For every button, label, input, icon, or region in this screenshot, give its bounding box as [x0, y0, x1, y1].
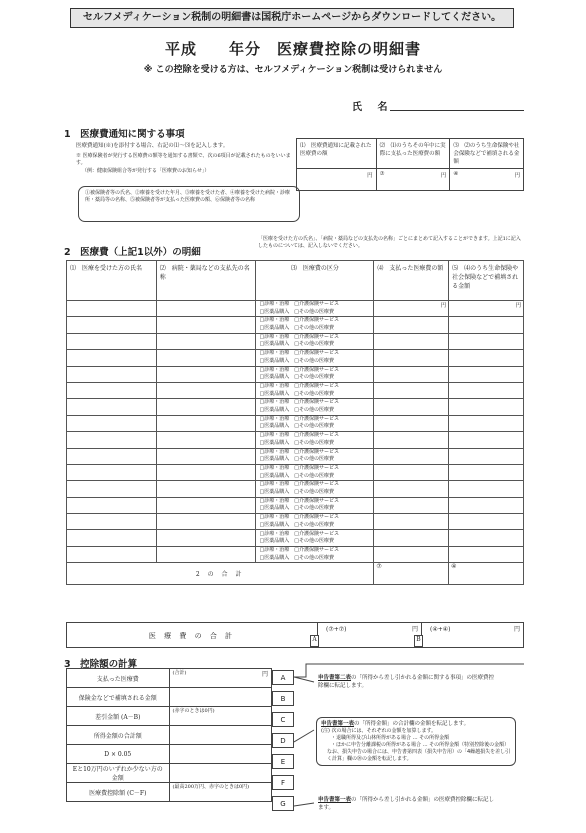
amount-paid-cell[interactable]	[374, 497, 449, 513]
category-cell	[256, 399, 374, 415]
category-checkbox-care[interactable]: □介護保険サービス	[294, 497, 339, 504]
category-checkbox-care[interactable]: □介護保険サービス	[294, 432, 339, 439]
medical-expense-table	[66, 260, 524, 585]
category-checkbox-other[interactable]: □その他の医療費	[294, 341, 334, 348]
category-checkbox-other[interactable]: □その他の医療費	[294, 554, 334, 561]
category-cell	[256, 497, 374, 513]
category-checkbox-treatment[interactable]: □診療・治療	[259, 399, 290, 406]
notice-col3-mark: ④	[453, 171, 459, 177]
calc-letter-box: D	[272, 733, 294, 748]
category-checkbox-medicine[interactable]: □医薬品購入	[259, 439, 290, 446]
note-d-caveat: (注) 次の場合には、それぞれの金額を加算します。	[321, 728, 437, 734]
calc-value[interactable]	[169, 688, 272, 707]
category-checkbox-treatment[interactable]: □診療・治療	[259, 432, 290, 439]
category-cell	[256, 464, 374, 480]
notice-col1-header: ⑴ 医療費通知に記載された医療費の額	[297, 139, 377, 169]
category-checkbox-other[interactable]: □その他の医療費	[294, 308, 334, 315]
category-checkbox-other[interactable]: □その他の医療費	[294, 325, 334, 332]
expense-row	[67, 382, 524, 398]
calc-letter-box: C	[272, 712, 294, 727]
patient-name-cell[interactable]	[67, 382, 157, 398]
category-checkbox-care[interactable]: □介護保険サービス	[294, 448, 339, 455]
patient-name-cell[interactable]	[67, 301, 157, 317]
category-cell	[256, 448, 374, 464]
calc-value[interactable]	[169, 669, 272, 688]
category-checkbox-medicine[interactable]: □医薬品購入	[259, 407, 290, 414]
calc-sub: (最高200万円、赤字のときは0円)	[172, 784, 250, 790]
notice-col3-yen: 円	[514, 173, 520, 179]
patient-name-cell[interactable]	[67, 415, 157, 431]
payee-name-cell[interactable]	[156, 530, 256, 546]
category-checkbox-medicine[interactable]: □医薬品購入	[259, 341, 290, 348]
grand-total-b-formula: (④+④)	[430, 626, 451, 633]
category-checkbox-treatment[interactable]: □診療・治療	[259, 481, 290, 488]
category-checkbox-care[interactable]: □介護保険サービス	[294, 514, 339, 521]
payee-name-cell[interactable]	[156, 432, 256, 448]
yen-unit: 円	[515, 303, 521, 309]
amount-paid-cell[interactable]	[374, 514, 449, 530]
section2-heading: 2 医療費（上記1以外）の明細	[64, 247, 201, 258]
patient-name-cell[interactable]	[67, 317, 157, 333]
category-checkbox-medicine[interactable]: □医薬品購入	[259, 325, 290, 332]
notice-col3-header: ⑶ ⑵のうち生命保険や社会保険などで補填される金額	[450, 139, 524, 169]
calc-row	[67, 688, 272, 707]
note-d-loss: なお、損失申告の場合には、申告書第四表（損失申告用）の「4繰越損失を差し引く計算」欄の⑳の金額を転記します。	[327, 749, 511, 762]
category-checkbox-medicine[interactable]: □医薬品購入	[259, 521, 290, 528]
category-checkbox-treatment[interactable]: □診療・治療	[259, 301, 290, 308]
amount-reimbursed-cell[interactable]	[449, 301, 524, 317]
calc-value[interactable]	[169, 764, 272, 783]
connector-d-note	[294, 730, 314, 742]
calc-label: 医療費控除額 (C－F)	[67, 783, 170, 802]
category-checkbox-treatment[interactable]: □診療・治療	[259, 514, 290, 521]
category-checkbox-medicine[interactable]: □医薬品購入	[259, 472, 290, 479]
calc-row	[67, 764, 272, 783]
amount-paid-cell[interactable]	[374, 546, 449, 562]
patient-name-cell[interactable]	[67, 464, 157, 480]
payee-name-cell[interactable]	[156, 415, 256, 431]
grand-total-a-tag: A	[310, 635, 319, 647]
category-checkbox-treatment[interactable]: □診療・治療	[259, 366, 290, 373]
col-category: ⑶ 医療費の区分	[256, 261, 374, 301]
page-title: 平成 年分 医療費控除の明細書	[164, 40, 421, 58]
payee-name-cell[interactable]	[156, 546, 256, 562]
category-checkbox-other[interactable]: □その他の医療費	[294, 439, 334, 446]
payee-name-cell[interactable]	[156, 333, 256, 349]
note-a-text: の「所得から差し引かれる金額に関する事項」の医療費控除欄に転記します。	[318, 675, 495, 689]
amount-reimbursed-cell[interactable]	[449, 530, 524, 546]
category-checkbox-other[interactable]: □その他の医療費	[294, 390, 334, 397]
category-checkbox-care[interactable]: □介護保険サービス	[294, 301, 339, 308]
amount-reimbursed-cell[interactable]	[449, 415, 524, 431]
calc-row	[67, 707, 272, 726]
expense-row	[67, 514, 524, 530]
calc-letter-box: E	[272, 754, 294, 769]
amount-paid-cell[interactable]	[374, 481, 449, 497]
payee-name-cell[interactable]	[156, 514, 256, 530]
category-checkbox-care[interactable]: □介護保険サービス	[294, 383, 339, 390]
category-checkbox-treatment[interactable]: □診療・治療	[259, 333, 290, 340]
grand-total-b-yen: 円	[513, 626, 520, 633]
payee-name-cell[interactable]	[156, 366, 256, 382]
payee-name-cell[interactable]	[156, 448, 256, 464]
expense-row	[67, 415, 524, 431]
patient-name-cell[interactable]	[67, 366, 157, 382]
category-cell	[256, 301, 374, 317]
category-cell	[256, 350, 374, 366]
note-g-form: 申告書第一表	[318, 797, 352, 803]
calc-row	[67, 783, 272, 802]
category-checkbox-care[interactable]: □介護保険サービス	[294, 333, 339, 340]
grand-total-a-formula: (⑦+⑦)	[326, 626, 347, 633]
category-cell	[256, 366, 374, 382]
expense-row	[67, 464, 524, 480]
amount-reimbursed-cell[interactable]	[449, 432, 524, 448]
category-checkbox-treatment[interactable]: □診療・治療	[259, 415, 290, 422]
amount-reimbursed-cell[interactable]	[449, 497, 524, 513]
name-field[interactable]	[390, 110, 524, 111]
amount-reimbursed-cell[interactable]	[449, 481, 524, 497]
notice-col2-amount[interactable]	[376, 169, 450, 191]
deduction-calc-table	[66, 668, 272, 802]
amount-reimbursed-cell[interactable]	[449, 350, 524, 366]
payee-name-cell[interactable]	[156, 497, 256, 513]
calc-label: 保険金などで補填される金額	[67, 688, 170, 707]
calc-label: Eと10万円のいずれか少ない方の金額	[67, 764, 170, 783]
expense-row	[67, 546, 524, 562]
amount-paid-cell[interactable]	[374, 464, 449, 480]
category-checkbox-care[interactable]: □介護保険サービス	[294, 317, 339, 324]
calc-row	[67, 726, 272, 745]
category-checkbox-other[interactable]: □その他の医療費	[294, 521, 334, 528]
category-checkbox-medicine[interactable]: □医薬品購入	[259, 505, 290, 512]
note-g-text: の「所得から差し引かれる金額」の医療費控除欄に転記します。	[318, 797, 495, 811]
note-d-form: 申告書第一表	[321, 721, 355, 727]
category-checkbox-care[interactable]: □介護保険サービス	[294, 530, 339, 537]
notice-col1-amount[interactable]: 円	[297, 169, 377, 191]
calc-letter-box: A	[272, 670, 294, 685]
amount-paid-cell[interactable]	[374, 530, 449, 546]
amount-reimbursed-cell[interactable]	[449, 317, 524, 333]
category-checkbox-care[interactable]: □介護保険サービス	[294, 481, 339, 488]
expense-row	[67, 448, 524, 464]
amount-reimbursed-cell[interactable]	[449, 448, 524, 464]
grand-total-b[interactable]	[421, 623, 523, 647]
notice-col2-header: ⑵ ⑴のうちその年中に実際に支払った医療費の額	[376, 139, 450, 169]
note-d	[316, 717, 516, 766]
category-checkbox-medicine[interactable]: □医薬品購入	[259, 538, 290, 545]
category-cell	[256, 432, 374, 448]
category-checkbox-medicine[interactable]: □医薬品購入	[259, 456, 290, 463]
category-checkbox-other[interactable]: □その他の医療費	[294, 472, 334, 479]
category-checkbox-other[interactable]: □その他の医療費	[294, 538, 334, 545]
category-checkbox-other[interactable]: □その他の医療費	[294, 407, 334, 414]
expense-row	[67, 333, 524, 349]
expense-row	[67, 350, 524, 366]
calc-letter-box: F	[272, 775, 294, 790]
expense-row	[67, 530, 524, 546]
patient-name-cell[interactable]	[67, 350, 157, 366]
category-checkbox-other[interactable]: □その他の医療費	[294, 423, 334, 430]
col-payee-name: ⑵ 病院・薬局などの支払先の名称	[156, 261, 256, 301]
section1-note: ※ 医療保険者が発行する医療費の額等を通知する書類で、次の6項目が記載されたものをいいます。	[76, 153, 291, 166]
category-checkbox-medicine[interactable]: □医薬品購入	[259, 374, 290, 381]
category-checkbox-other[interactable]: □その他の医療費	[294, 488, 334, 495]
amount-paid-cell[interactable]	[374, 366, 449, 382]
yen-unit: 円	[440, 303, 447, 309]
expense-row	[67, 301, 524, 317]
calc-label: 支払った医療費	[67, 669, 170, 688]
amount-paid-cell[interactable]	[374, 432, 449, 448]
amount-paid-cell[interactable]	[374, 382, 449, 398]
expense-row	[67, 317, 524, 333]
patient-name-cell[interactable]	[67, 497, 157, 513]
amount-reimbursed-cell[interactable]	[449, 366, 524, 382]
category-checkbox-treatment[interactable]: □診療・治療	[259, 546, 290, 553]
section1-note-example: （例：健康保険組合等が発行する「医療費のお知らせ」）	[82, 168, 210, 174]
patient-name-cell[interactable]	[67, 530, 157, 546]
category-cell	[256, 317, 374, 333]
category-cell	[256, 530, 374, 546]
grand-total-a[interactable]	[317, 623, 421, 647]
category-cell	[256, 546, 374, 562]
section1-heading: 1 医療費通知に関する事項	[64, 129, 185, 140]
col-amount-paid: ⑷ 支払った医療費の額	[374, 261, 449, 301]
patient-name-cell[interactable]	[67, 514, 157, 530]
category-checkbox-medicine[interactable]: □医薬品購入	[259, 357, 290, 364]
amount-paid-cell[interactable]	[374, 317, 449, 333]
expense-row	[67, 497, 524, 513]
amount-paid-cell[interactable]	[374, 415, 449, 431]
patient-name-cell[interactable]	[67, 432, 157, 448]
calc-yen: 円	[261, 671, 268, 678]
amount-reimbursed-cell[interactable]	[449, 464, 524, 480]
note-a	[318, 674, 498, 690]
section2-total-reimbursed[interactable]: ④	[449, 563, 524, 585]
amount-reimbursed-cell[interactable]	[449, 333, 524, 349]
category-checkbox-medicine[interactable]: □医薬品購入	[259, 488, 290, 495]
grand-total-row	[66, 622, 524, 648]
section3-heading: 3 控除額の計算	[64, 659, 138, 670]
grand-total-b-tag: B	[414, 635, 423, 647]
amount-paid-cell[interactable]	[374, 301, 449, 317]
payee-name-cell[interactable]	[156, 382, 256, 398]
patient-name-cell[interactable]	[67, 546, 157, 562]
name-label: 氏 名	[352, 102, 394, 113]
category-checkbox-other[interactable]: □その他の医療費	[294, 357, 334, 364]
section2-total-paid[interactable]: ⑦	[374, 563, 449, 585]
grand-total-label: 医 療 費 の 合 計	[148, 632, 236, 640]
notice-col2-yen: 円	[440, 173, 447, 179]
expense-row	[67, 399, 524, 415]
category-checkbox-other[interactable]: □その他の医療費	[294, 505, 334, 512]
page-subtitle: ※ この控除を受ける方は、セルフメディケーション税制は受けられません	[143, 65, 443, 75]
note-g	[318, 796, 498, 812]
category-checkbox-treatment[interactable]: □診療・治療	[259, 497, 290, 504]
calc-sub: (赤字のときは0円)	[172, 708, 215, 714]
category-checkbox-treatment[interactable]: □診療・治療	[259, 530, 290, 537]
category-cell	[256, 514, 374, 530]
amount-paid-cell[interactable]	[374, 448, 449, 464]
calc-label: 所得金額の合計額	[67, 726, 170, 745]
patient-name-cell[interactable]	[67, 448, 157, 464]
payee-name-cell[interactable]	[156, 481, 256, 497]
category-checkbox-treatment[interactable]: □診療・治療	[259, 317, 290, 324]
calc-value[interactable]	[169, 745, 272, 764]
category-checkbox-treatment[interactable]: □診療・治療	[259, 383, 290, 390]
note-d-text: の「所得金額」の合計欄の金額を転記します。	[354, 721, 470, 727]
category-checkbox-care[interactable]: □介護保険サービス	[294, 546, 339, 553]
amount-reimbursed-cell[interactable]	[449, 514, 524, 530]
section1-instruction: 医療費通知(※)を添付する場合、右記の⑴～⑶を記入します。	[76, 143, 229, 149]
calc-row	[67, 669, 272, 688]
patient-name-cell[interactable]	[67, 481, 157, 497]
calc-value[interactable]	[169, 726, 272, 745]
calc-sub: (合計)	[172, 670, 187, 676]
connector-g-note	[294, 803, 314, 806]
amount-paid-cell[interactable]	[374, 399, 449, 415]
calc-letter-box: B	[272, 691, 294, 706]
section2-total-label: 2 の 合 計	[67, 563, 374, 585]
category-checkbox-medicine[interactable]: □医薬品購入	[259, 554, 290, 561]
category-checkbox-treatment[interactable]: □診療・治療	[259, 465, 290, 471]
calc-label: 差引金額 (A－B)	[67, 707, 170, 726]
amount-reimbursed-cell[interactable]	[449, 546, 524, 562]
section1-items-box: ①被保険者等の氏名、②療養を受けた年月、③療養を受けた者、④療養を受けた病院・診療所・薬局等の名称、⑤被保険者等が支払った医療費の額、⑥保険者等の名称	[78, 186, 300, 222]
category-cell	[256, 333, 374, 349]
category-cell	[256, 415, 374, 431]
payee-name-cell[interactable]	[156, 350, 256, 366]
grand-total-a-yen: 円	[411, 626, 418, 633]
download-notice-banner: セルフメディケーション税制の明細書は国税庁ホームページからダウンロードしてください。	[70, 8, 514, 28]
category-checkbox-other[interactable]: □その他の医療費	[294, 456, 334, 463]
category-checkbox-care[interactable]: □介護保険サービス	[294, 350, 339, 357]
category-cell	[256, 481, 374, 497]
notice-col2-mark: ⑦	[379, 171, 385, 177]
section2-note: 「医療を受けた方の氏名」、「病院・薬局などの支払先の名称」ごとにまとめて記入することができます。上記1に記入したものについては、記入しないでください。	[258, 236, 521, 249]
category-checkbox-treatment[interactable]: □診療・治療	[259, 448, 290, 455]
notice-col3-amount[interactable]	[450, 169, 524, 191]
category-checkbox-care[interactable]: □介護保険サービス	[294, 415, 339, 422]
amount-reimbursed-cell[interactable]	[449, 399, 524, 415]
payee-name-cell[interactable]	[156, 317, 256, 333]
category-checkbox-medicine[interactable]: □医薬品購入	[259, 308, 290, 315]
expense-row	[67, 481, 524, 497]
patient-name-cell[interactable]	[67, 399, 157, 415]
category-checkbox-medicine[interactable]: □医薬品購入	[259, 423, 290, 430]
amount-paid-cell[interactable]	[374, 350, 449, 366]
category-checkbox-care[interactable]: □介護保険サービス	[294, 366, 339, 373]
expense-row	[67, 432, 524, 448]
category-checkbox-care[interactable]: □介護保険サービス	[294, 399, 339, 406]
category-cell	[256, 382, 374, 398]
category-checkbox-other[interactable]: □その他の医療費	[294, 374, 334, 381]
payee-name-cell[interactable]	[156, 399, 256, 415]
calc-row	[67, 745, 272, 764]
amount-reimbursed-cell[interactable]	[449, 382, 524, 398]
note-d-retirement: ・退職所得及び山林所得がある場合 … その所得金額	[331, 735, 450, 741]
category-checkbox-treatment[interactable]: □診療・治療	[259, 350, 290, 357]
patient-name-cell[interactable]	[67, 333, 157, 349]
category-checkbox-medicine[interactable]: □医薬品購入	[259, 390, 290, 397]
calc-value[interactable]	[169, 707, 272, 726]
note-d-separate: ・ほかに申告分離課税の所得がある場合 … その所得金額（特別控除後の金額）	[331, 742, 510, 748]
category-checkbox-care[interactable]: □介護保険サービス	[294, 465, 339, 471]
col-patient-name: ⑴ 医療を受けた方の氏名	[67, 261, 157, 301]
payee-name-cell[interactable]	[156, 464, 256, 480]
notice-table	[296, 138, 524, 191]
calc-letter-box: G	[272, 796, 294, 811]
note-a-form: 申告書第二表	[318, 675, 352, 681]
connector-a-note	[294, 677, 314, 682]
expense-row	[67, 366, 524, 382]
calc-value[interactable]	[169, 783, 272, 802]
col-amount-reimbursed: ⑸ ⑷のうち生命保険や社会保険などで補填される金額	[449, 261, 524, 301]
amount-paid-cell[interactable]	[374, 333, 449, 349]
payee-name-cell[interactable]	[156, 301, 256, 317]
calc-label: D × 0.05	[67, 745, 170, 764]
